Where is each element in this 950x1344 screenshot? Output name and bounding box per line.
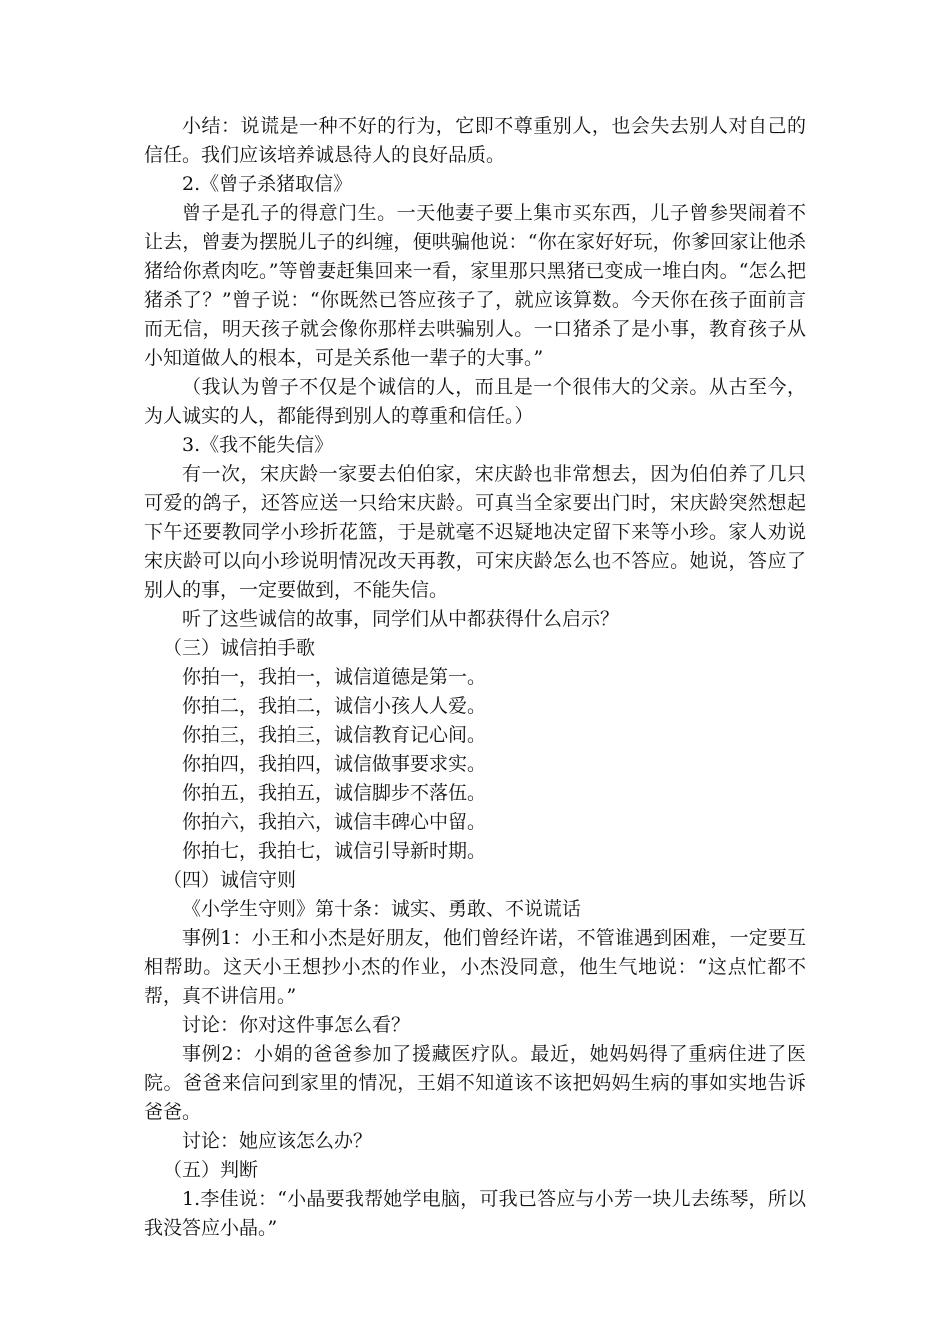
discussion-2: 讨论：她应该怎么办？ xyxy=(182,1130,373,1152)
judgment-1-paragraph: 1.李佳说：“小晶要我帮她学电脑，可我已答应与小芳一块儿去练琴，所以我没答应小晶。” xyxy=(144,1188,806,1239)
section-4-heading: （四）诚信守则 xyxy=(163,869,297,891)
story-2-title: 2.《曾子杀猪取信》 xyxy=(182,173,353,195)
case-1-paragraph: 事例1：小王和小杰是好朋友，他们曾经许诺，不管谁遇到困难，一定要互相帮助。这天小王想抄小杰的作业，小杰没同意，他生气地说：“这点忙都不帮，真不讲信用。” xyxy=(144,927,806,1007)
story-2-comment: （我认为曾子不仅是个诚信的人，而且是一个很伟大的父亲。从古至今，为人诚实的人，都能得到别人的尊重和信任。） xyxy=(144,376,806,427)
song-line: 你拍二，我拍二，诚信小孩人人爱。 xyxy=(182,695,487,717)
story-3-paragraph: 有一次，宋庆龄一家要去伯伯家，宋庆龄也非常想去，因为伯伯养了几只可爱的鸽子，还答应送一只给宋庆龄。可真当全家要出门时，宋庆龄突然想起下午还要教同学小珍折花篮，于是就毫不迟疑地决定留下来等小珍。家人劝说宋庆龄可以向小珍说明情况改天再教，可宋庆龄怎么也不答应。她说，答应了别人的事，一定要做到，不能失信。 xyxy=(144,463,806,601)
song-line: 你拍六，我拍六，诚信丰碑心中留。 xyxy=(182,811,487,833)
rule-paragraph: 《小学生守则》第十条：诚实、勇敢、不说谎话 xyxy=(182,898,582,920)
song-line: 你拍五，我拍五，诚信脚步不落伍。 xyxy=(182,782,487,804)
section-3-heading: （三）诚信拍手歌 xyxy=(163,637,316,659)
song-line: 你拍一，我拍一，诚信道德是第一。 xyxy=(182,666,487,688)
document-body xyxy=(144,112,806,1243)
case-2-paragraph: 事例2：小娟的爸爸参加了援藏医疗队。最近，她妈妈得了重病住进了医院。爸爸来信问到家里的情况，王娟不知道该不该把妈妈生病的事如实地告诉爸爸。 xyxy=(144,1043,806,1123)
question-paragraph: 听了这些诚信的故事，同学们从中都获得什么启示？ xyxy=(182,608,620,630)
story-3-title: 3.《我不能失信》 xyxy=(182,434,334,456)
song-line: 你拍三，我拍三，诚信教育记心间。 xyxy=(182,724,487,746)
section-5-heading: （五）判断 xyxy=(163,1159,259,1181)
song-line: 你拍四，我拍四，诚信做事要求实。 xyxy=(182,753,487,775)
song-line: 你拍七，我拍七，诚信引导新时期。 xyxy=(182,840,487,862)
summary-paragraph: 小结：说谎是一种不好的行为，它即不尊重别人，也会失去别人对自己的信任。我们应该培养诚恳待人的良好品质。 xyxy=(144,115,806,166)
story-2-paragraph: 曾子是孔子的得意门生。一天他妻子要上集市买东西，儿子曾参哭闹着不让去，曾妻为摆脱儿子的纠缠，便哄骗他说：“你在家好好玩，你爹回家让他杀猪给你煮肉吃。”等曾妻赶集回来一看，家里那只黑猪已变成一堆白肉。“怎么把猪杀了？”曾子说：“你既然已答应孩子了，就应该算数。今天你在孩子面前言而无信，明天孩子就会像你那样去哄骗别人。一口猪杀了是小事，教育孩子从小知道做人的根本，可是关系他一辈子的大事。” xyxy=(144,202,806,369)
discussion-1: 讨论：你对这件事怎么看？ xyxy=(182,1014,411,1036)
